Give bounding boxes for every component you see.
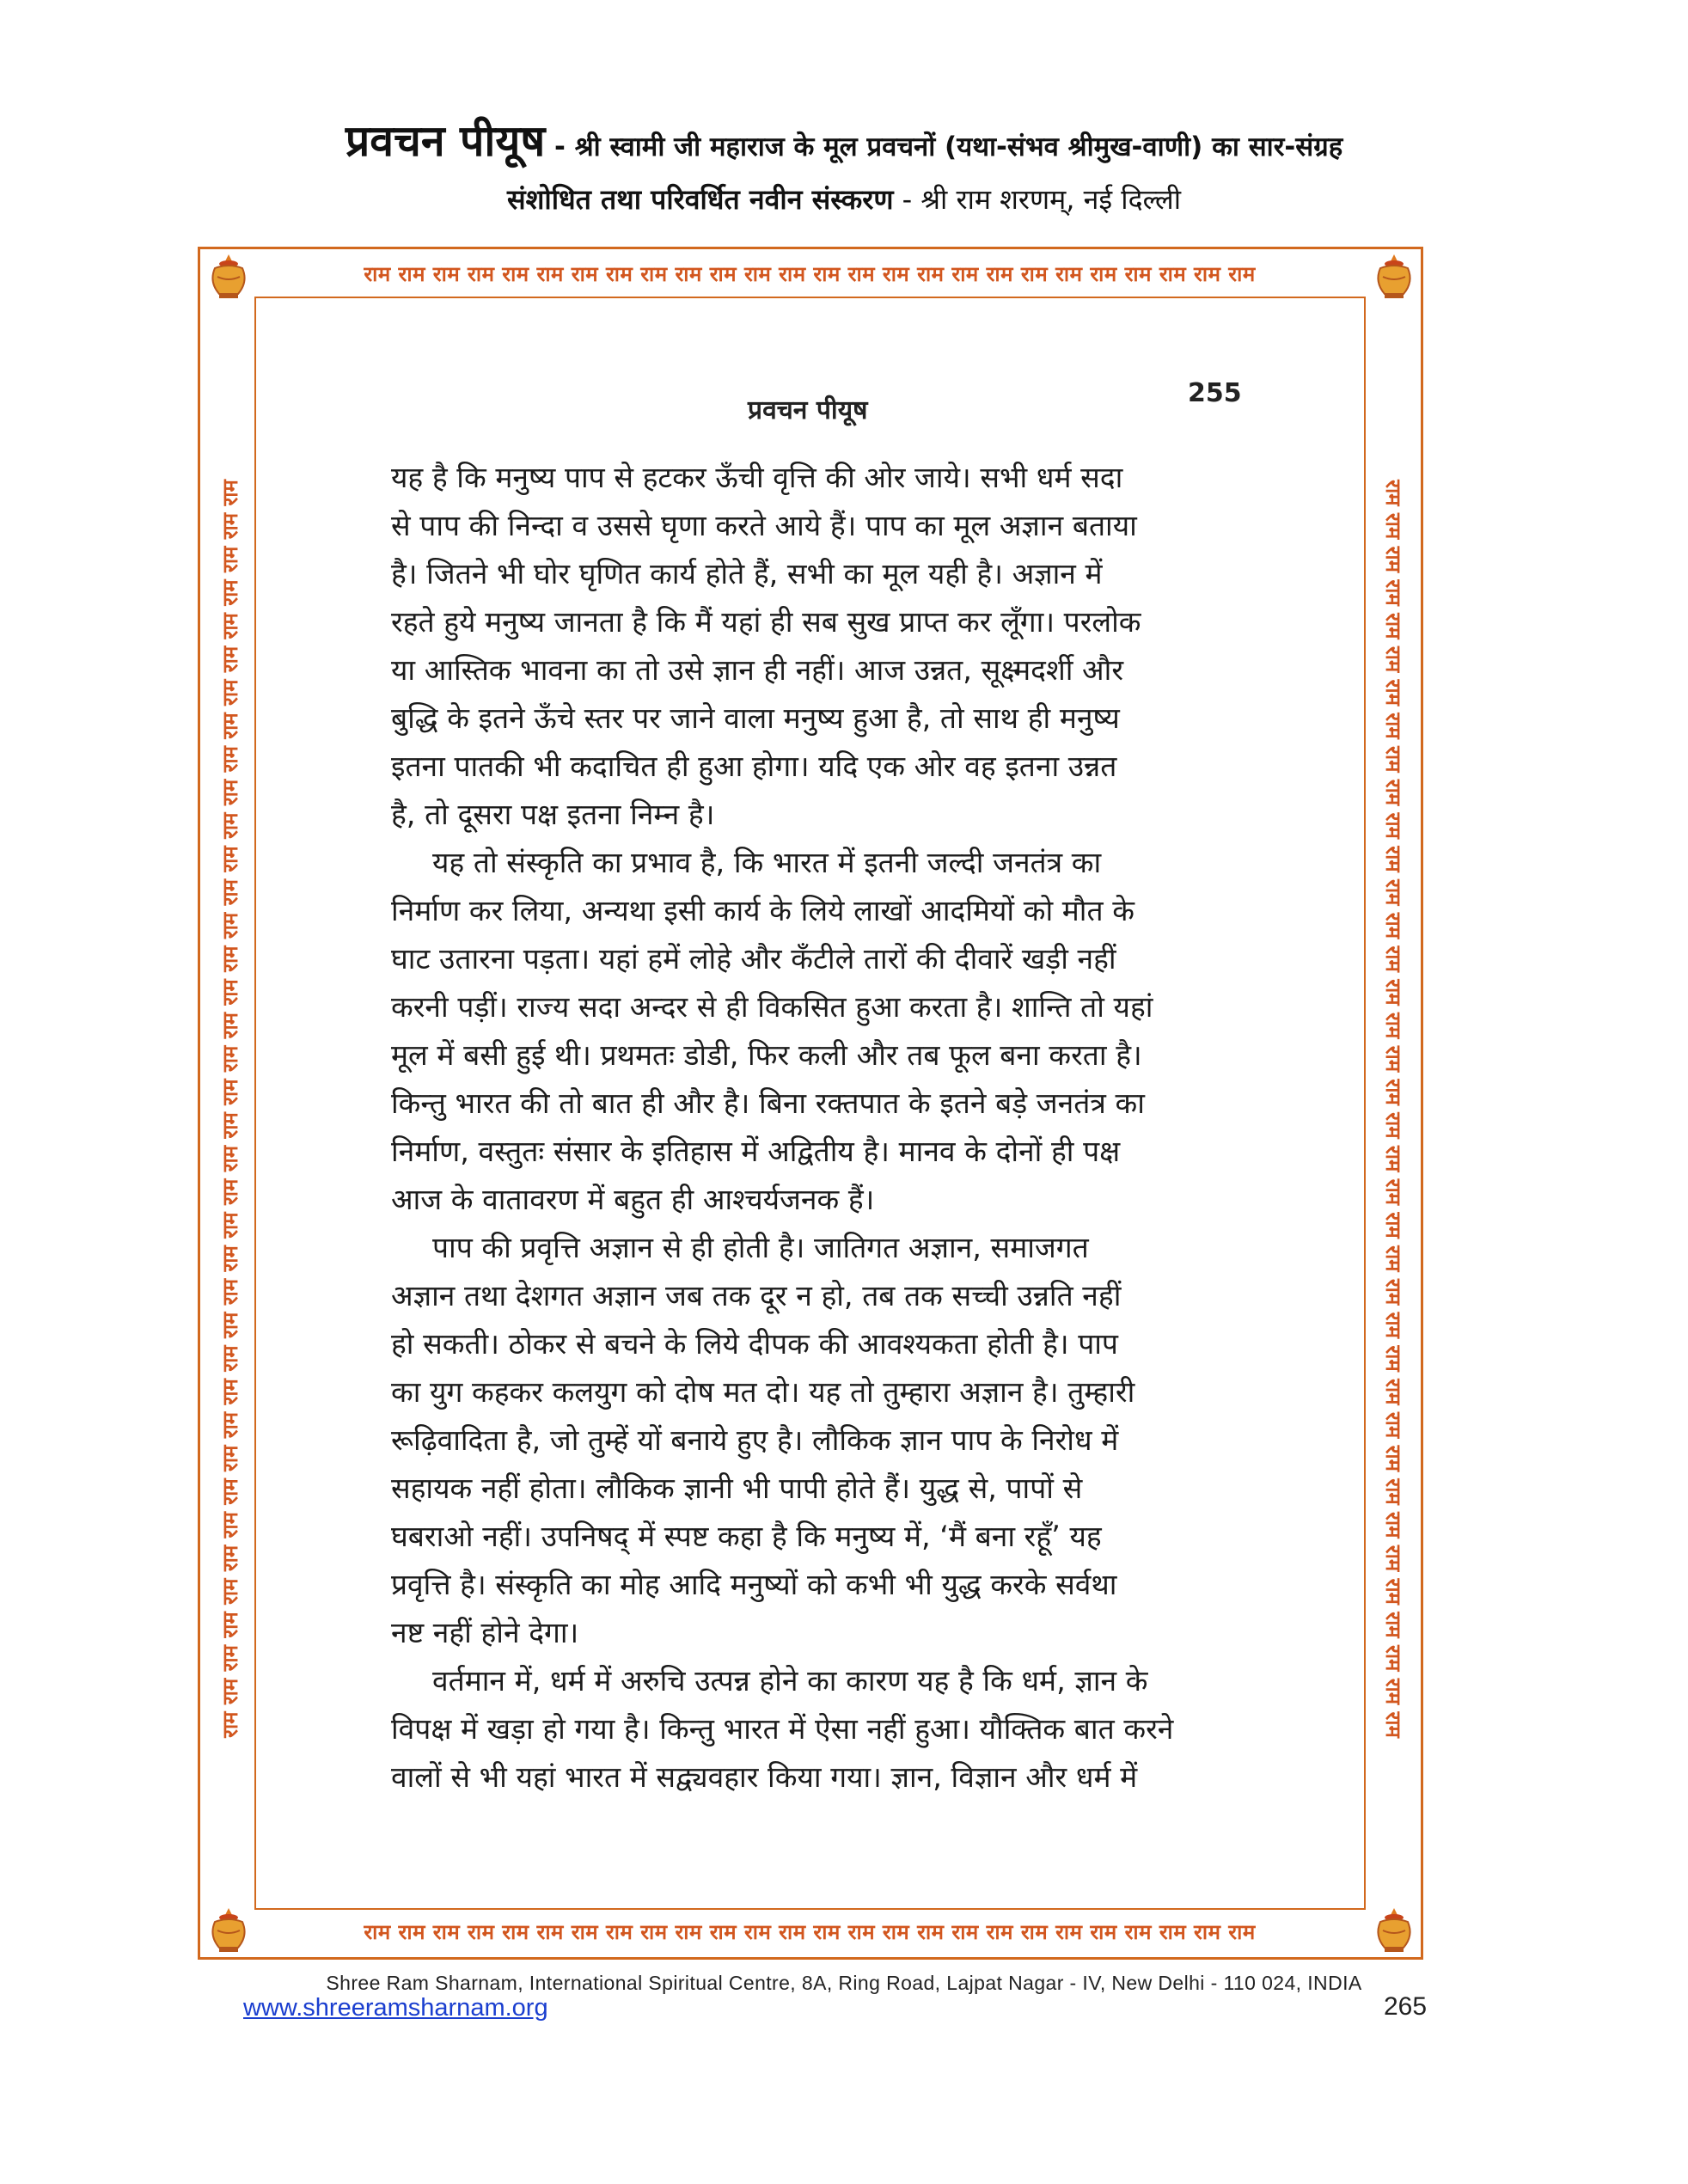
text-line: बुद्धि के इतने ऊँचे स्तर पर जाने वाला मनुष्य हुआ है, तो साथ ही मनुष्य (391, 701, 1120, 735)
running-title: प्रवचन पीयूष (748, 395, 868, 425)
kalash-icon (1369, 1905, 1419, 1955)
ram-border-right (1379, 322, 1417, 1895)
text-line: यह तो संस्कृति का प्रभाव है, कि भारत में इतनी जल्दी जनतंत्र का (432, 846, 1102, 879)
text-line: आज के वातावरण में बहुत ही आश्चर्यजनक हैं। (391, 1183, 875, 1216)
text-line: घबराओ नहीं। उपनिषद् में स्पष्ट कहा है कि मनुष्य में, ‘मैं बना रहूँ’ यह (391, 1520, 1102, 1553)
text-line: हो सकती। ठोकर से बचने के लिये दीपक की आवश्यकता होती है। पाप (391, 1327, 1118, 1361)
text-line: का युग कहकर कलयुग को दोष मत दो। यह तो तुम्हारा अज्ञान है। तुम्हारी (391, 1375, 1135, 1409)
text-line: पाप की प्रवृत्ति अज्ञान से ही होती है। जातिगत अज्ञान, समाजगत (432, 1231, 1089, 1264)
text-line: करनी पड़ीं। राज्य सदा अन्दर से ही विकसित हुआ करता है। शान्ति तो यहां (391, 990, 1153, 1024)
kalash-icon (1369, 251, 1419, 301)
text-line: सहायक नहीं होता। लौकिक ज्ञानी भी पापी होते हैं। युद्ध से, पापों से (391, 1471, 1083, 1505)
header-subtitle: - श्री स्वामी जी महाराज के मूल प्रवचनों (यथा-संभव श्रीमुख-वाणी) का सार-संग्रह (545, 132, 1343, 162)
text-line: घाट उतारना पड़ता। यहां हमें लोहे और कँटीले तारों की दीवारें खड़ी नहीं (391, 942, 1116, 976)
ram-border-top: राम राम राम राम राम राम राम राम राम राम राम राम राम राम राम राम राम राम राम राम राम राम राम राम राम राम (364, 262, 1256, 286)
text-line: निर्माण कर लिया, अन्यथा इसी कार्य के लिये लाखों आदमियों को मौत के (391, 894, 1135, 927)
text-line: इतना पातकी भी कदाचित ही हुआ होगा। यदि एक ओर वह इतना उन्नत (391, 749, 1117, 783)
ram-border-right-text: राम राम राम राम राम राम राम राम राम राम राम राम राम राम राम राम राम राम राम राम राम राम राम राम राम राम राम राम राम राम राम राम राम राम राम राम राम राम (1381, 480, 1405, 1738)
text-line: विपक्ष में खड़ा हो गया है। किन्तु भारत में ऐसा नहीं हुआ। यौक्तिक बात करने (391, 1712, 1174, 1746)
text-line: रहते हुये मनुष्य जानता है कि मैं यहां ही सब सुख प्राप्त कर लूँगा। परलोक (391, 605, 1141, 639)
page-header-edition (0, 180, 1688, 217)
ram-border-left (206, 322, 244, 1895)
text-line: या आस्तिक भावना का तो उसे ज्ञान ही नहीं। आज उन्नत, सूक्ष्मदर्शी और (391, 653, 1124, 687)
page-body (391, 454, 1259, 1802)
text-line: अज्ञान तथा देशगत अज्ञान जब तक दूर न हो, तब तक सच्ची उन्नति नहीं (391, 1279, 1122, 1312)
text-line: है। जितने भी घोर घृणित कार्य होते हैं, सभी का मूल यही है। अज्ञान में (391, 557, 1103, 590)
text-line: मूल में बसी हुई थी। प्रथमतः डोडी, फिर कली और तब फूल बना करता है। (391, 1038, 1142, 1072)
footer-page-number: 265 (1384, 1992, 1428, 2021)
text-line: वालों से भी यहां भारत में सद्व्यवहार किया गया। ज्ञान, विज्ञान और धर्म में (391, 1760, 1138, 1794)
footer-address: Shree Ram Sharnam, International Spiritual Centre, 8A, Ring Road, Lajpat Nagar - IV, New Delhi - 110 024, INDIA (326, 1972, 1362, 1994)
text-line: प्रवृत्ति है। संस्कृति का मोह आदि मनुष्यों को कभी भी युद्ध करके सर्वथा (391, 1568, 1117, 1601)
text-line: से पाप की निन्दा व उससे घृणा करते आये हैं। पाप का मूल अज्ञान बताया (391, 509, 1137, 542)
text-line: निर्माण, वस्तुतः संसार के इतिहास में अद्वितीय है। मानव के दोनों ही पक्ष (391, 1135, 1121, 1168)
text-line: वर्तमान में, धर्म में अरुचि उत्पन्न होने का कारण यह है कि धर्म, ज्ञान के (432, 1664, 1148, 1698)
kalash-icon (204, 1905, 254, 1955)
ram-border-bottom: राम राम राम राम राम राम राम राम राम राम राम राम राम राम राम राम राम राम राम राम राम राम राम राम राम राम (364, 1920, 1256, 1944)
ram-border-left-text: राम राम राम राम राम राम राम राम राम राम राम राम राम राम राम राम राम राम राम राम राम राम राम राम राम राम राम राम राम राम राम राम राम राम राम राम राम राम (218, 480, 242, 1738)
edition-rest: - श्री राम शरणम्, नई दिल्ली (893, 183, 1181, 216)
book-page-number: 255 (1188, 378, 1242, 408)
kalash-icon (204, 251, 254, 301)
header-title: प्रवचन पीयूष (345, 116, 546, 166)
website-link[interactable]: www.shreeramsharnam.org (243, 1994, 548, 2022)
text-line: किन्तु भारत की तो बात ही और है। बिना रक्तपात के इतने बड़े जनतंत्र का (391, 1086, 1145, 1120)
text-line: है, तो दूसरा पक्ष इतना निम्न है। (391, 798, 715, 831)
text-line: रूढ़िवादिता है, जो तुम्हें यों बनाये हुए है। लौकिक ज्ञान पाप के निरोध में (391, 1423, 1119, 1457)
text-line: यह है कि मनुष्य पाप से हटकर ऊँची वृत्ति की ओर जाये। सभी धर्म सदा (391, 461, 1123, 494)
text-line: नष्ट नहीं होने देगा। (391, 1616, 579, 1649)
edition-bold: संशोधित तथा परिवर्धित नवीन संस्करण (507, 183, 894, 216)
page-header-title (0, 110, 1688, 168)
